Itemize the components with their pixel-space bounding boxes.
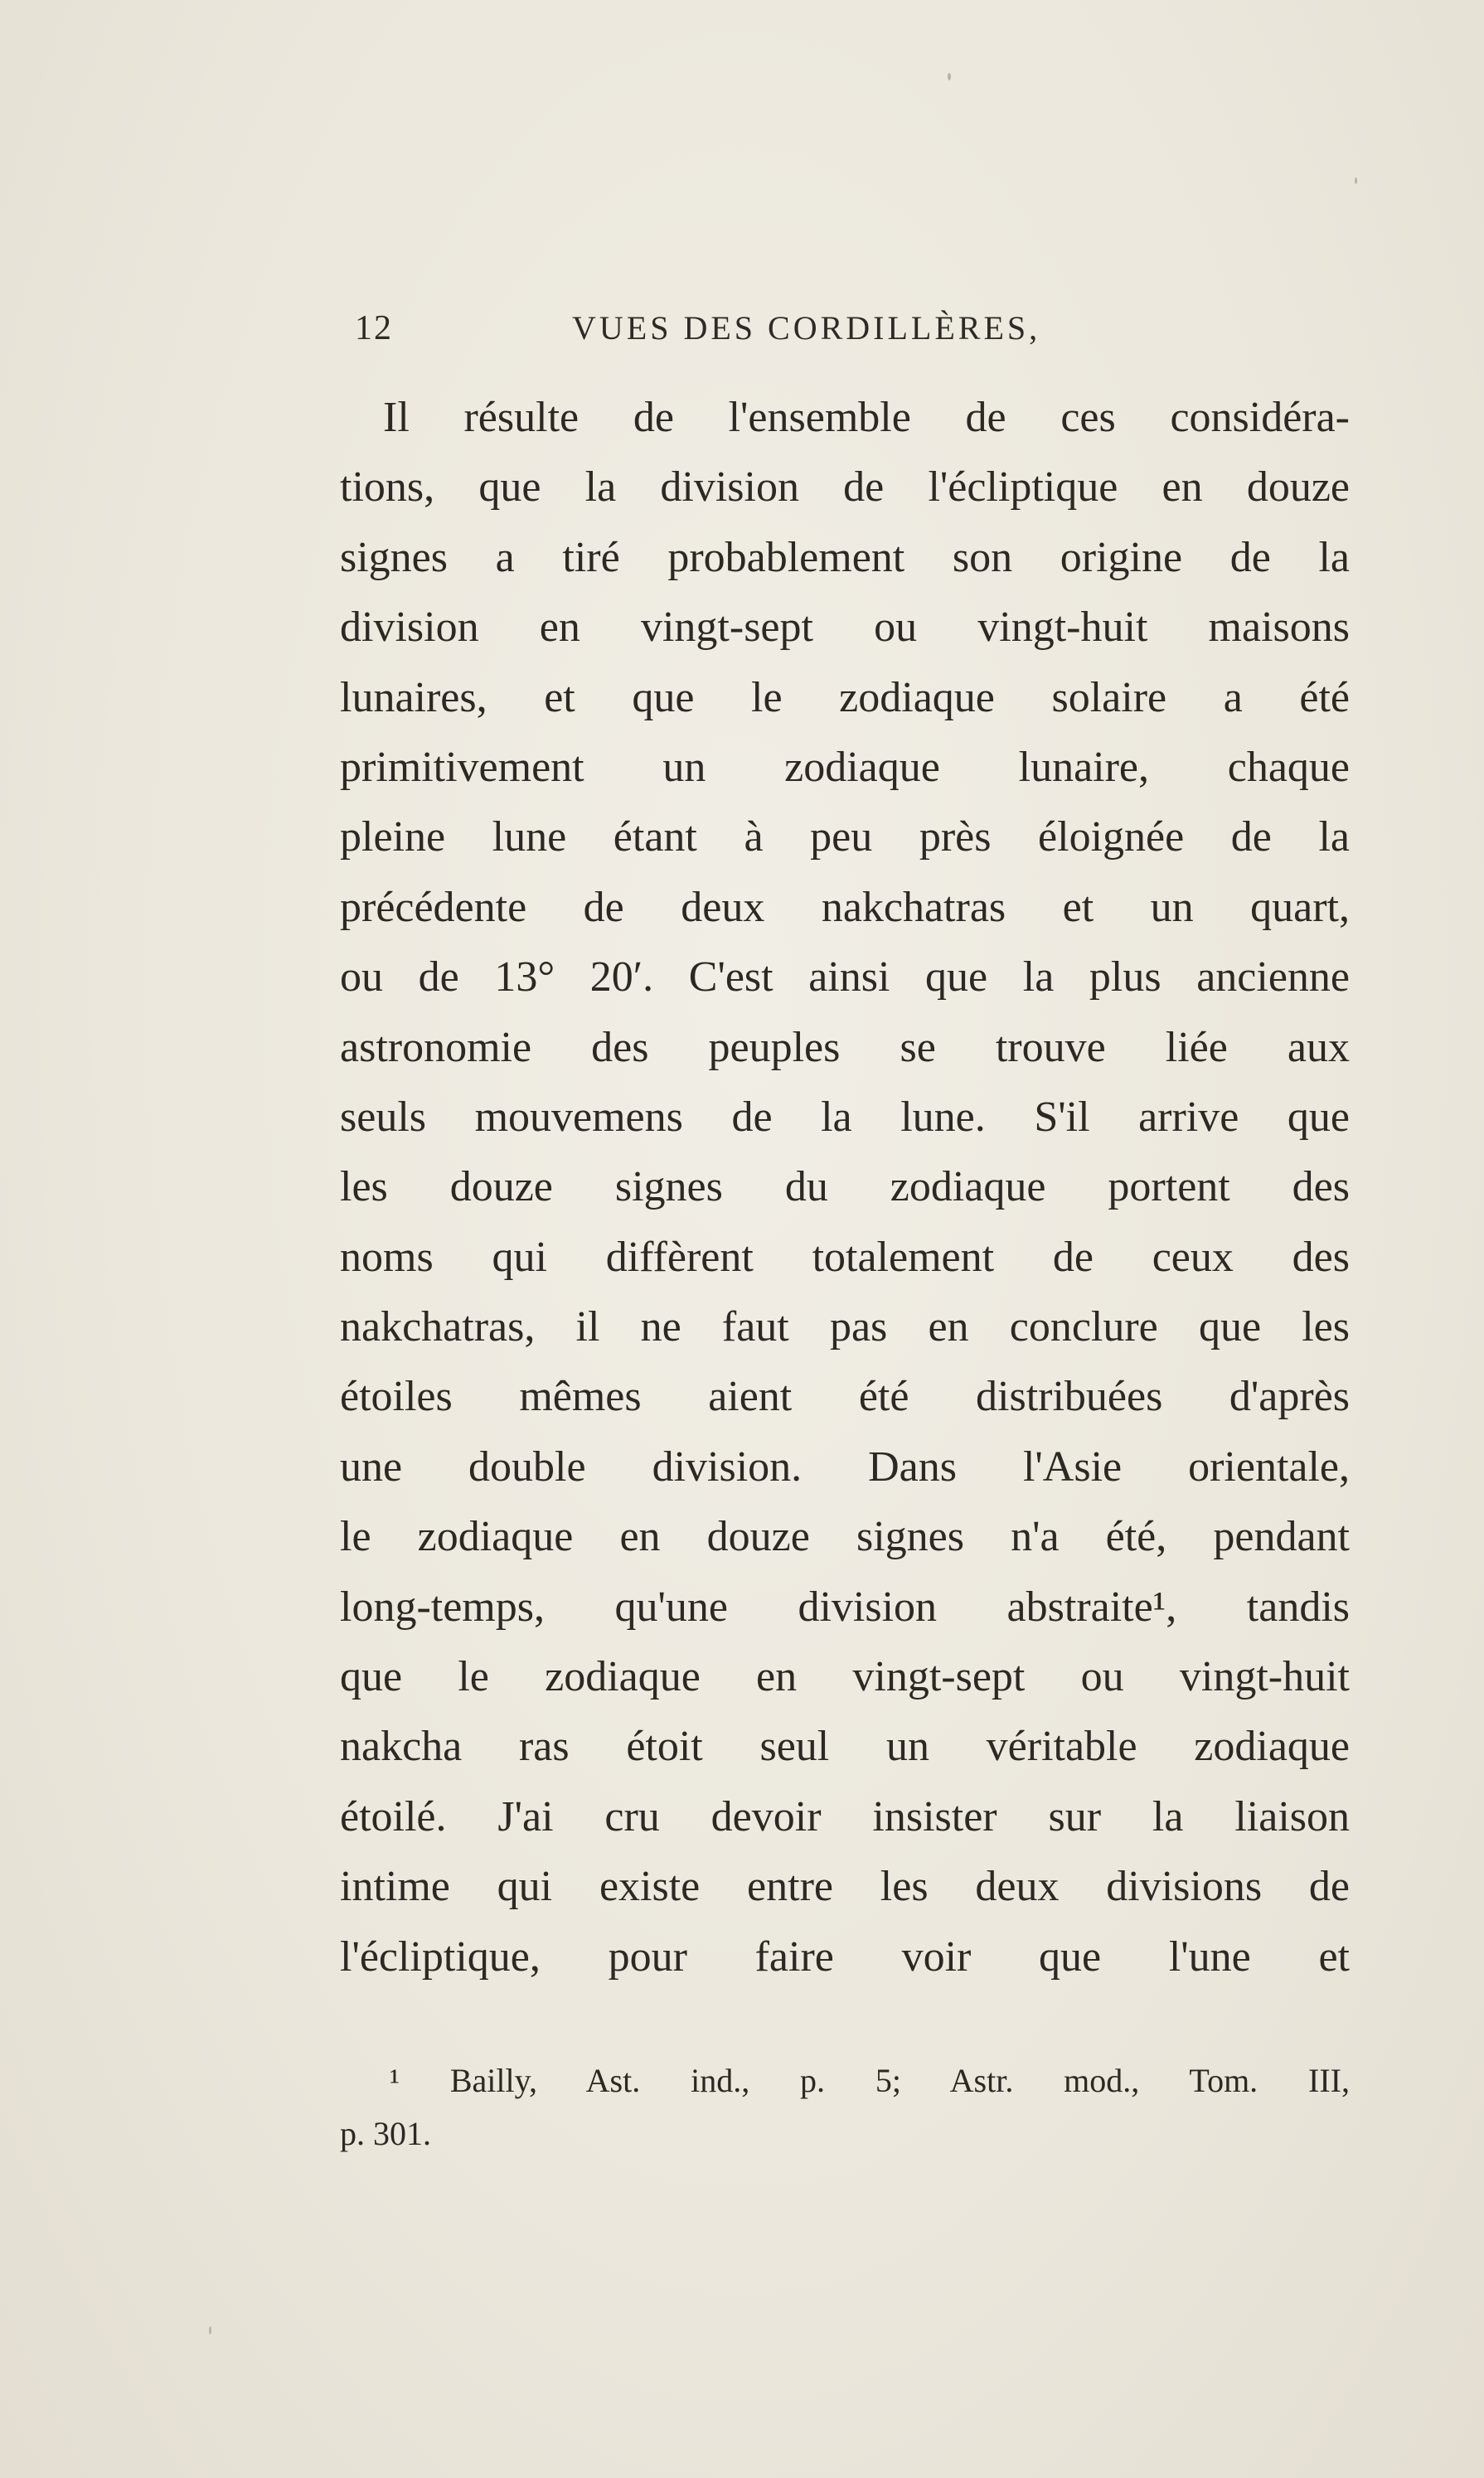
text-line: étoilé. J'ai cru devoir insister sur la liaison: [340, 1792, 1350, 1840]
text-line: pleine lune étant à peu près éloignée de la: [340, 813, 1350, 861]
text-line: l'écliptique, pour faire voir que l'une et: [340, 1932, 1350, 1981]
text-line: ou de 13° 20′. C'est ainsi que la plus ancienne: [340, 953, 1350, 1001]
running-title: VUES DES CORDILLÈRES,: [572, 309, 1041, 347]
text-line: les douze signes du zodiaque portent des: [340, 1163, 1350, 1211]
text-line: primitivement un zodiaque lunaire, chaque: [340, 743, 1350, 791]
text-line: nakchatras, il ne faut pas en conclure que les: [340, 1303, 1350, 1351]
text-line: Il résulte de l'ensemble de ces considéra-: [383, 394, 1350, 441]
text-line: lunaires, et que le zodiaque solaire a été: [340, 673, 1350, 721]
page-header: [0, 308, 1484, 358]
footnote-line: ¹ Bailly, Ast. ind., p. 5; Astr. mod., Tom. III,: [390, 2062, 1350, 2099]
text-line: astronomie des peuples se trouve liée aux: [340, 1023, 1350, 1071]
text-line: le zodiaque en douze signes n'a été, pendant: [340, 1513, 1350, 1561]
text-line: long-temps, qu'une division abstraite¹, tandis: [340, 1583, 1350, 1631]
text-line: division en vingt-sept ou vingt-huit maisons: [340, 604, 1350, 652]
text-line: tions, que la division de l'écliptique en douze: [340, 463, 1350, 512]
text-line: intime qui existe entre les deux divisions de: [340, 1863, 1350, 1911]
paper-speck: [209, 2326, 211, 2335]
text-line: une double division. Dans l'Asie orientale,: [340, 1443, 1350, 1491]
text-line: seuls mouvemens de la lune. S'il arrive que: [340, 1093, 1350, 1141]
footnote: [340, 2054, 1350, 2160]
body-text: [340, 383, 1350, 1992]
text-line: que le zodiaque en vingt-sept ou vingt-huit: [340, 1653, 1350, 1701]
text-line: précédente de deux nakchatras et un quart,: [340, 883, 1350, 931]
page-number: 12: [355, 309, 393, 347]
text-line: étoiles mêmes aient été distribuées d'après: [340, 1373, 1350, 1421]
text-line: noms qui diffèrent totalement de ceux des: [340, 1233, 1350, 1281]
text-line: nakcha ras étoit seul un véritable zodiaque: [340, 1723, 1350, 1771]
paper-speck: [948, 73, 951, 80]
text-line: signes a tiré probablement son origine de la: [340, 533, 1350, 581]
footnote-line: p. 301.: [340, 2115, 431, 2152]
paper-speck: [1355, 177, 1357, 184]
